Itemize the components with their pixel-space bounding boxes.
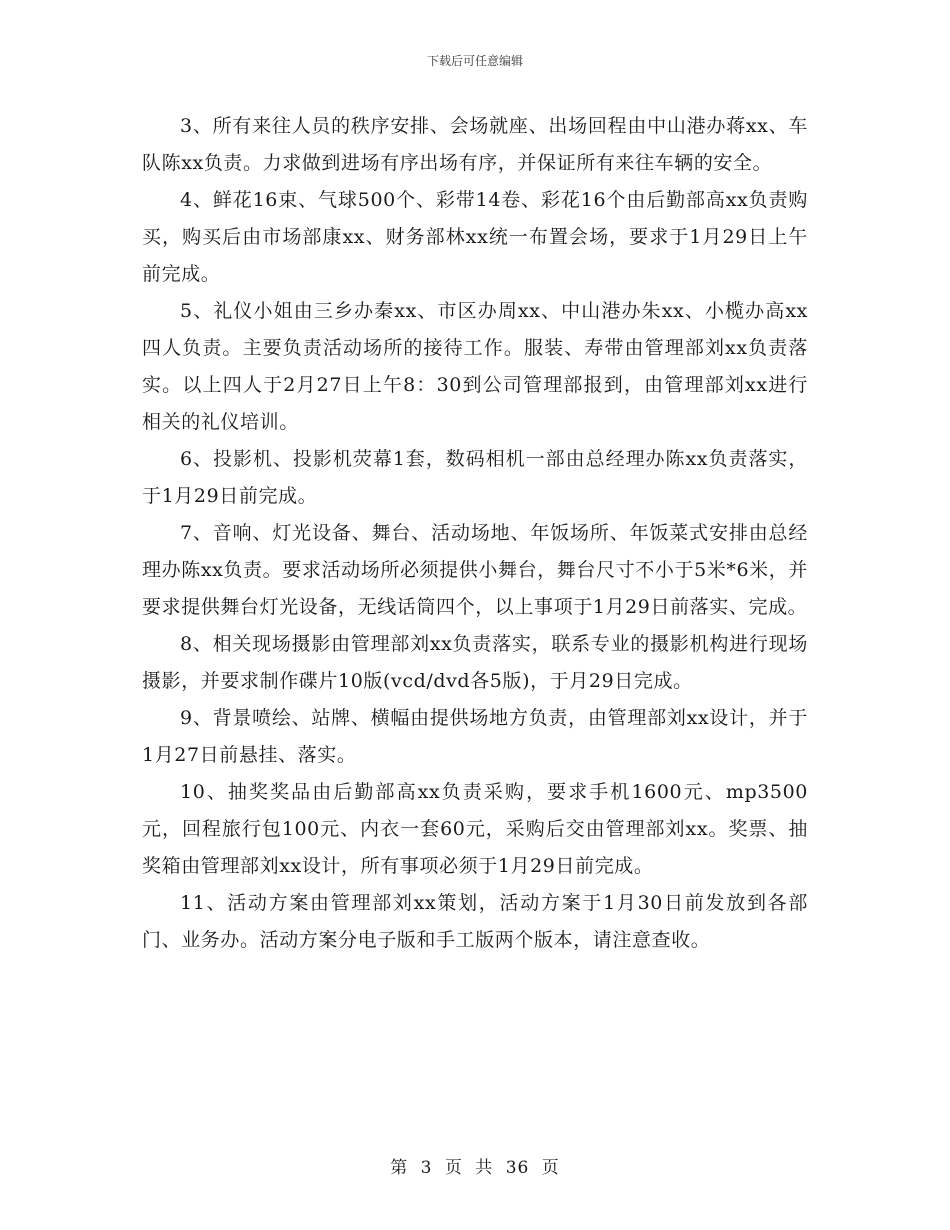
paragraph-item-3: 3、所有来往人员的秩序安排、会场就座、出场回程由中山港办蒋xx、车队陈xx负责。力求做到进场有序出场有序，并保证所有来往车辆的安全。 [142,115,808,174]
paragraph-item-4: 4、鲜花16束、气球500个、彩带14卷、彩花16个由后勤部高xx负责购买，购买后由市场部康xx、财务部林xx统一布置会场，要求于1月29日上午前完成。 [142,189,808,285]
paragraph-item-6: 6、投影机、投影机荧幕1套，数码相机一部由总经理办陈xx负责落实，于1月29日前完成。 [142,448,808,507]
paragraph-item-5: 5、礼仪小姐由三乡办秦xx、市区办周xx、中山港办朱xx、小榄办高xx四人负责。主要负责活动场所的接待工作。服装、寿带由管理部刘xx负责落实。以上四人于2月27日上午8：30到公司管理部报到，由管理部刘xx进行相关的礼仪培训。 [142,300,808,433]
paragraph-item-10: 10、抽奖奖品由后勤部高xx负责采购，要求手机1600元、mp3500元，回程旅行包100元、内衣一套60元，采购后交由管理部刘xx。奖票、抽奖箱由管理部刘xx设计，所有事项必须于1月29日前完成。 [142,781,808,877]
document-body [142,108,808,959]
paragraph-item-7: 7、音响、灯光设备、舞台、活动场地、年饭场所、年饭菜式安排由总经理办陈xx负责。要求活动场所必须提供小舞台，舞台尺寸不小于5米*6米，并要求提供舞台灯光设备，无线话筒四个，以上事项于1月29日前落实、完成。 [142,522,808,618]
paragraph-item-11: 11、活动方案由管理部刘xx策划，活动方案于1月30日前发放到各部门、业务办。活动方案分电子版和手工版两个版本，请注意查收。 [142,892,808,951]
paragraph-item-8: 8、相关现场摄影由管理部刘xx负责落实，联系专业的摄影机构进行现场摄影，并要求制作碟片10版(vcd/dvd各5版)，于月29日完成。 [142,633,808,692]
page-number-footer: 第 3 页 共 36 页 [390,1158,560,1178]
paragraph-item-9: 9、背景喷绘、站牌、横幅由提供场地方负责，由管理部刘xx设计，并于1月27日前悬挂、落实。 [142,707,808,766]
page-header: 下载后可任意编辑 [426,54,523,68]
